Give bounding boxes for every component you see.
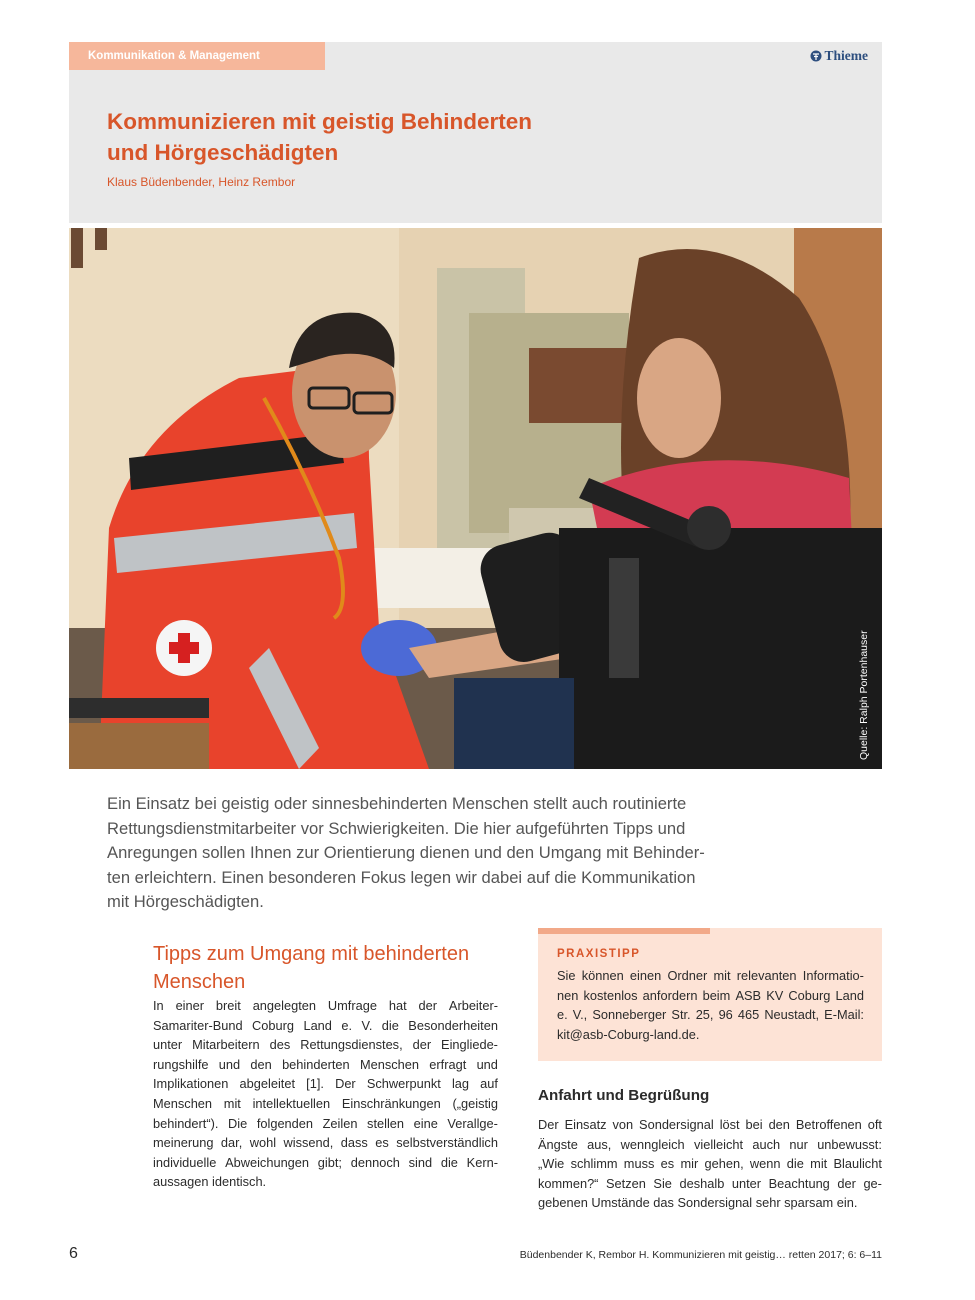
subsection-heading: Anfahrt und Begrüßung [538,1087,710,1104]
lead-line: Anregungen sollen Ihnen zur Orientierung dienen und den Umgang mit Behinder- [107,843,705,863]
lead-line: Rettungsdienstmitarbeiter vor Schwierigkeiten. Die hier aufgeführten Tipps und [107,818,686,838]
publisher-logo [810,48,869,64]
body-line: Ängste aus, wenngleich vielleicht auch nur unbewusst: [538,1136,882,1152]
title-line: und Hörgeschädigten [107,140,339,165]
body-line: gebenen Umstände das Sondersignal sehr sparsam ein. [538,1195,858,1211]
section-body [153,996,498,1192]
praxistipp-label: PRAXISTIPP [557,948,641,960]
lead-line: Ein Einsatz bei geistig oder sinnesbehinderten Menschen stellt auch routinierte [107,794,687,813]
body-line: Implikationen abgeleitet [1]. Der Schwerpunkt lag auf [153,1076,498,1092]
article-authors: Klaus Büdenbender, Heinz Rembor [107,175,296,189]
lead-line: ten erleichtern. Einen besonderen Fokus legen wir dabei auf die Kommunikation [107,867,696,887]
body-line: „Wie schlimm muss es mir gehen, wenn die mit Blaulicht [538,1156,882,1172]
page-number: 6 [69,1245,78,1262]
subsection-body [538,1115,882,1213]
body-line: meinerung dar, wohl wissend, dass es selbstverständlich [153,1135,498,1151]
publisher-name: Thieme [824,48,868,63]
heading-line: Tipps zum Umgang mit behinderten [153,943,470,965]
body-line: Samariter-Bund Coburg Land e. V. die Besonderheiten [153,1017,498,1033]
body-line: kommen?“ Setzen Sie deshalb unter Beachtung der ge- [538,1175,882,1191]
body-line: individuelle Abweichungen gibt; dennoch sind die Kern- [153,1154,498,1170]
body-line: behindert“). Die folgenden Zeilen stellen eine Verallge- [153,1115,498,1131]
section-heading [153,940,469,996]
photo-credit: Quelle: Ralph Portenhauser [858,630,870,760]
body-line: Der Einsatz von Sondersignal löst bei den Betroffenen oft [538,1117,882,1132]
photo-illustration [69,228,882,769]
lead-line: mit Hörgeschädigten. [107,892,264,912]
body-line: In einer breit angelegten Umfrage hat der Arbeiter- [153,998,498,1013]
rubric-label: Kommunikation & Management [69,42,325,70]
title-line: Kommunizieren mit geistig Behinderten [107,109,533,134]
thieme-logo-icon [810,50,822,62]
tip-line: Sie können einen Ordner mit relevanten Informatio- [557,968,864,983]
body-line: aussagen identisch. [153,1174,267,1190]
article-title [107,106,707,168]
footer-citation: Büdenbender K, Rembor H. Kommunizieren mit geistig… retten 2017; 6: 6–11 [519,1249,882,1261]
praxistipp-accent-bar [538,928,710,934]
body-line: rungshilfe und den behinderten Menschen erfragt und [153,1056,498,1072]
praxistipp-body [557,966,864,1044]
tip-line: nen kostenlos anfordern beim ASB KV Coburg Land [557,987,864,1003]
body-line: unter Mitarbeitern des Rettungsdienstes, der Eingliede- [153,1037,498,1053]
body-line: Menschen mit intellektuellen Einschränkungen („geistig [153,1095,498,1111]
article-photo [69,228,882,769]
tip-line: e. V., Sonneberger Str. 25, 96 465 Neustadt, E-Mail: [557,1007,864,1023]
tip-email-line[interactable]: kit@asb-Coburg-land.de. [557,1026,700,1042]
lead-paragraph [107,792,767,915]
heading-line: Menschen [153,971,246,993]
